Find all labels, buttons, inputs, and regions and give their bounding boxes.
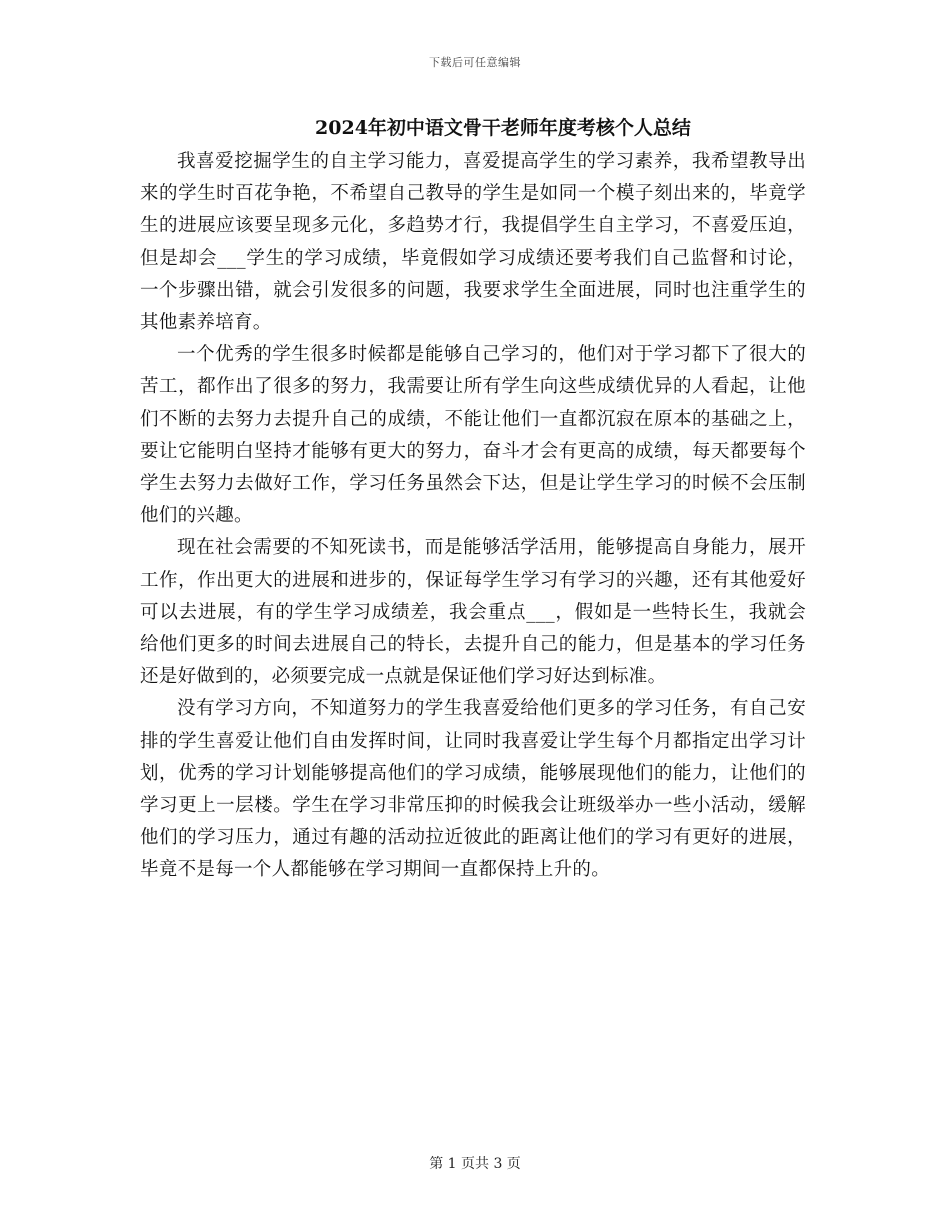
title-block [140, 115, 810, 141]
paragraph: 没有学习方向，不知道努力的学生我喜爱给他们更多的学习任务，有自己安排的学生喜爱让他们自由发挥时间，让同时我喜爱让学生每个月都指定出学习计划，优秀的学习计划能够提高他们的学习成绩，能够展现他们的能力，让他们的学习更上一层楼。学生在学习非常压抑的时候我会让班级举办一些小活动，缓解他们的学习压力，通过有趣的活动拉近彼此的距离让他们的学习有更好的进展，毕竟不是每一个人都能够在学习期间一直都保持上升的。 [140, 698, 806, 881]
document-body [140, 146, 806, 887]
page-header-note: 下载后可任意编辑 [429, 56, 521, 69]
paragraph: 一个优秀的学生很多时候都是能够自己学习的，他们对于学习都下了很大的苦工，都作出了很多的努力，我需要让所有学生向这些成绩优异的人看起，让他们不断的去努力去提升自己的成绩，不能让他们一直都沉寂在原本的基础之上，要让它能明白坚持才能够有更大的努力，奋斗才会有更高的成绩，每天都要每个学生去努力去做好工作，学习任务虽然会下达，但是让学生学习的时候不会压制他们的兴趣。 [140, 344, 806, 527]
paragraph: 我喜爱挖掘学生的自主学习能力，喜爱提高学生的学习素养，我希望教导出来的学生时百花争艳，不希望自己教导的学生是如同一个模子刻出来的，毕竟学生的进展应该要呈现多元化，多趋势才行，我提倡学生自主学习，不喜爱压迫，但是却会___学生的学习成绩，毕竟假如学习成绩还要考我们自己监督和讨论，一个步骤出错，就会引发很多的问题，我要求学生全面进展，同时也注重学生的其他素养培育。 [140, 151, 806, 334]
paragraph: 现在社会需要的不知死读书，而是能够活学活用，能够提高自身能力，展开工作，作出更大的进展和进步的，保证每学生学习有学习的兴趣，还有其他爱好可以去进展，有的学生学习成绩差，我会重点___，假如是一些特长生，我就会给他们更多的时间去进展自己的特长，去提升自己的能力，但是基本的学习任务还是好做到的，必须要完成一点就是保证他们学习好达到标准。 [140, 537, 806, 688]
page-number: 第 1 页共 3 页 [429, 1156, 521, 1172]
document-title: 2024年初中语文骨干老师年度考核个人总结 [315, 117, 691, 139]
